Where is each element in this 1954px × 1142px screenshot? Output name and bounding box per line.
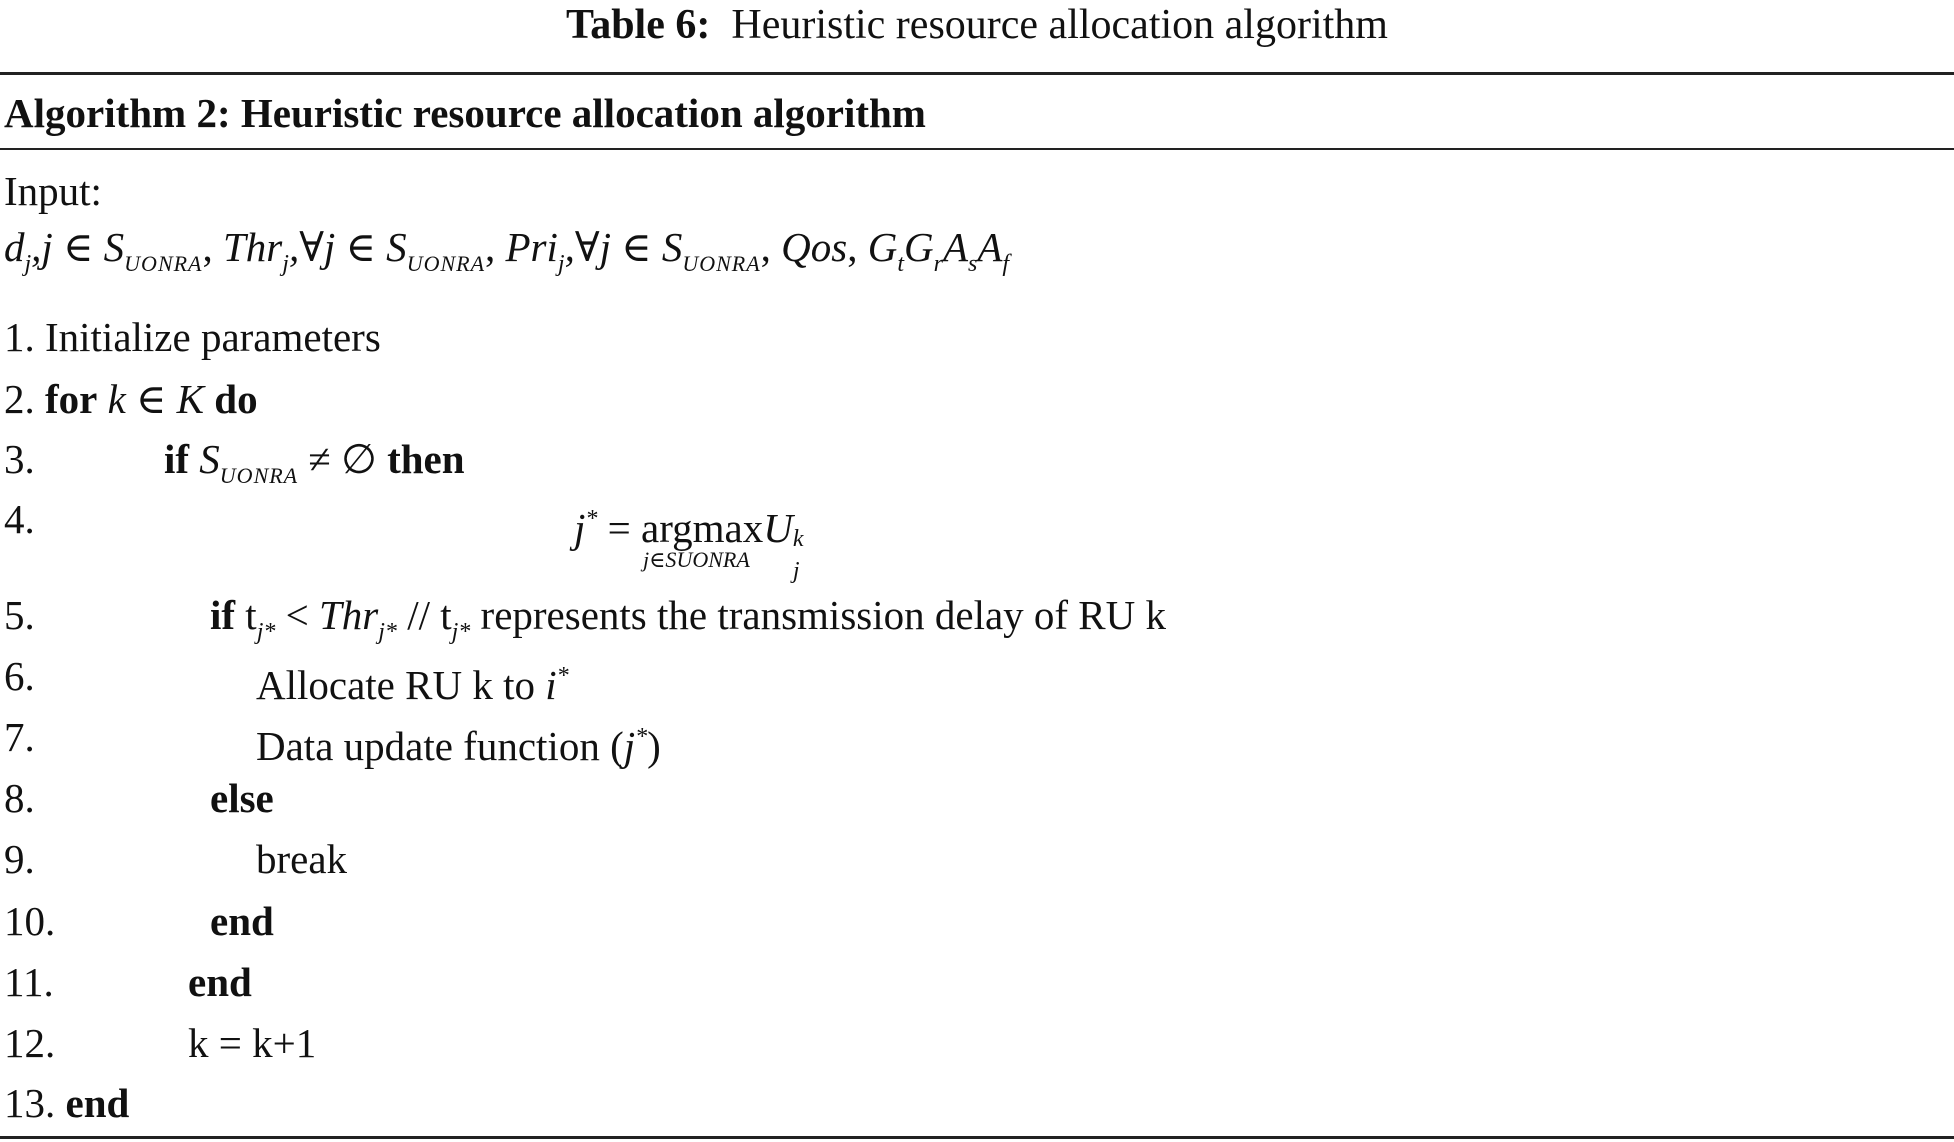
bottom-rule xyxy=(0,1136,1954,1139)
argmax-operator: argmax xyxy=(641,505,764,551)
caption-label: Table 6: xyxy=(566,2,711,48)
table-caption xyxy=(0,0,1954,50)
step-6: 6. Allocate RU k to i* xyxy=(4,653,569,708)
step-13: 13. end xyxy=(4,1080,130,1126)
algorithm-title: Algorithm 2: Heuristic resource allocation algorithm xyxy=(4,90,926,136)
step-5: 5. if $t_{j*} < Thr_{j*} // t_{j*}$ represents the transmission delay of RU k xyxy=(4,592,1167,645)
input-label: Input: xyxy=(4,168,102,214)
input-parameters: $d_j,j$ ∈ $S_{UONRA}$, Thr$_j$,∀j ∈ $S_{UONRA}$, Pri$_j$,∀j ∈ $S_{UONRA}$, Qos, $G_tG_rA_sA_f$ xyxy=(4,224,1010,277)
top-rule xyxy=(0,72,1954,75)
header-rule xyxy=(0,148,1954,150)
step-11: 11. end xyxy=(4,959,252,1005)
step-1: 1. Initialize parameters xyxy=(4,314,381,360)
step-4: 4. j* = argmax j∈SUONRA U k j xyxy=(4,496,804,584)
step-12: 12. k = k+1 xyxy=(4,1020,317,1066)
step-2: 2. for k ∈ K do xyxy=(4,376,258,422)
step-9: 9. break xyxy=(4,836,348,882)
caption-title: Heuristic resource allocation algorithm xyxy=(731,2,1388,48)
step-7: 7. Data update function (j*) xyxy=(4,714,661,769)
step-3: 3. if $S_{UONRA}$ ≠ ∅ then xyxy=(4,436,465,488)
step-8: 8. else xyxy=(4,775,274,821)
step-10: 10. end xyxy=(4,898,274,944)
